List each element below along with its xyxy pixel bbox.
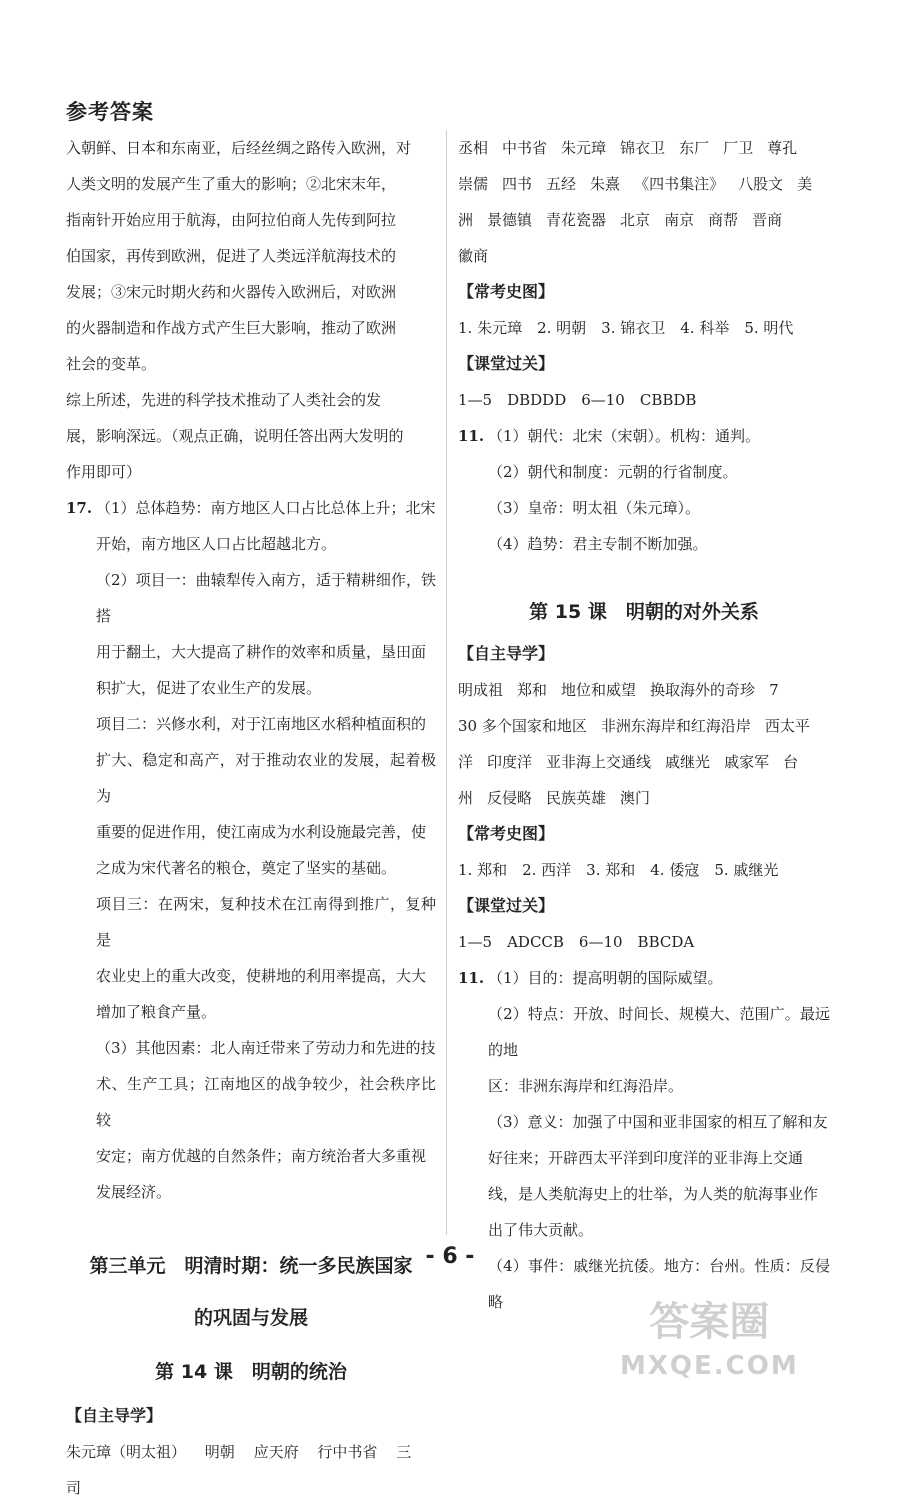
text-line: 发展经济。: [96, 1183, 172, 1201]
text-line: （2）项目一：曲辕犁传入南方，适于精耕细作，铁搭: [96, 571, 436, 625]
keyword-line: [458, 780, 830, 816]
keyword-line: [458, 744, 830, 780]
text-line: 的火器制造和作战方式产生巨大影响，推动了欧洲: [66, 319, 397, 337]
keyword: 北京: [620, 211, 651, 229]
q16-continuation: [66, 130, 436, 490]
text-line: 安定；南方优越的自然条件；南方统治者大多重视: [96, 1147, 427, 1165]
keyword: 东厂: [679, 139, 710, 157]
text-line: 发展；③宋元时期火药和火器传入欧洲后，对欧洲: [66, 283, 397, 301]
keyword: 明朝: [204, 1443, 235, 1461]
keyword: 地位和威望: [561, 681, 637, 699]
keyword: 明成祖: [458, 681, 504, 699]
section-heading-ketang: 【课堂过关】: [458, 896, 555, 915]
keyword: 州: [458, 789, 474, 807]
keyword: 郑和: [517, 681, 548, 699]
keyword-line: [458, 672, 830, 708]
text-line: 线，是人类航海史上的壮举，为人类的航海事业作: [488, 1185, 819, 1203]
section-heading-ketang: 【课堂过关】: [458, 354, 555, 373]
unit-title-continued: 的巩固与发展: [193, 1307, 308, 1329]
keyword: 戚继光: [665, 753, 711, 771]
lesson-14-question-11: [458, 418, 830, 562]
keyword: 换取海外的奇珍: [650, 681, 756, 699]
keyword: 戚家军: [724, 753, 770, 771]
keyword: 景德镇: [487, 211, 533, 229]
section-heading-zizhu: 【自主导学】: [66, 1406, 163, 1425]
keyword: 南京: [664, 211, 695, 229]
section-heading-zizhu: 【自主导学】: [458, 644, 555, 663]
text-line: （1）目的：提高明朝的国际威望。: [488, 969, 723, 987]
keyword: 行中书省: [317, 1443, 378, 1461]
page-number: - 6 -: [425, 1244, 475, 1269]
keyword: 厂卫: [723, 139, 754, 157]
keyword-line: [458, 708, 830, 744]
question-number: 11.: [458, 427, 485, 445]
keyword: 丞相: [458, 139, 489, 157]
text-line: （1）总体趋势：南方地区人口占比总体上升；北宋: [96, 499, 436, 517]
question-17: [66, 490, 436, 1210]
page-header: 参考答案: [66, 100, 154, 124]
keyword: 朱元璋: [561, 139, 607, 157]
text-line: 之成为宋代著名的粮仓，奠定了坚实的基础。: [96, 859, 397, 877]
keyword: 反侵略: [487, 789, 533, 807]
question-body: [96, 490, 436, 1210]
keyword: 美: [797, 175, 813, 193]
keyword: 西太平: [764, 717, 810, 735]
text-line: （3）意义：加强了中国和亚非国家的相互了解和友: [488, 1113, 828, 1131]
keyword: 7: [769, 681, 779, 699]
keyword-line: [458, 202, 830, 238]
text-line: 作用即可）: [66, 463, 142, 481]
watermark-url: MXQE.COM: [620, 1351, 799, 1381]
keyword: 中书省: [502, 139, 548, 157]
keyword: 五经: [546, 175, 577, 193]
keyword: 尊孔: [767, 139, 798, 157]
lesson-14-title: 第 14 课 明朝的统治: [155, 1361, 347, 1383]
keyword: 洲: [458, 211, 474, 229]
text-line: 区：非洲东海岸和红海沿岸。: [488, 1077, 684, 1095]
section-heading-changkao: 【常考史图】: [458, 282, 555, 301]
text-line: 伯国家，再传到欧洲，促进了人类远洋航海技术的: [66, 247, 397, 265]
keyword: 朱元璋（明太祖）: [66, 1443, 187, 1461]
keyword: 徽商: [458, 247, 489, 265]
text-line: 项目二：兴修水利，对于江南地区水稻种植面积的: [96, 715, 427, 733]
changkao-answers-14: 1. 朱元璋 2. 明朝 3. 锦衣卫 4. 科举 5. 明代: [458, 319, 794, 337]
question-number: 17.: [66, 499, 93, 517]
keyword: 30 多个国家和地区: [458, 717, 587, 735]
text-line: （4）趋势：君主专制不断加强。: [488, 535, 708, 553]
question-number: 11.: [458, 969, 485, 987]
text-line: 好往来；开辟西太平洋到印度洋的亚非海上交通: [488, 1149, 804, 1167]
text-line: 用于翻土，大大提高了耕作的效率和质量，垦田面: [96, 643, 427, 661]
mc-answers-14: 1—5 DBDDD 6—10 CBBDB: [458, 391, 697, 409]
text-line: 开始，南方地区人口占比超越北方。: [96, 535, 337, 553]
keyword: 非洲东海岸和红海沿岸: [600, 717, 751, 735]
text-line: （2）朝代和制度：元朝的行省制度。: [488, 463, 738, 481]
text-line: （1）朝代：北宋（宋朝）。机构：通判。: [488, 427, 761, 445]
text-line: 重要的促进作用，使江南成为水利设施最完善，使: [96, 823, 427, 841]
column-divider: [446, 130, 447, 1235]
lesson-15-title: 第 15 课 明朝的对外关系: [529, 601, 759, 623]
keyword-line: [458, 238, 830, 274]
keyword: 四书: [502, 175, 533, 193]
keyword: 朱熹: [590, 175, 621, 193]
keyword: 民族英雄: [546, 789, 607, 807]
keyword: 晋商: [752, 211, 783, 229]
keyword: 台: [783, 753, 799, 771]
changkao-answers-15: 1. 郑和 2. 西洋 3. 郑和 4. 倭寇 5. 戚继光: [458, 861, 779, 879]
text-line: （2）特点：开放、时间长、规模大、范围广。最远的地: [488, 1005, 830, 1059]
text-line: 项目三：在两宋，复种技术在江南得到推广，复种是: [96, 895, 436, 949]
text-line: 综上所述，先进的科学技术推动了人类社会的发: [66, 391, 382, 409]
text-line: 出了伟大贡献。: [488, 1221, 594, 1239]
keyword: 应天府: [253, 1443, 299, 1461]
keyword: 八股文: [738, 175, 784, 193]
text-line: 扩大、稳定和高产，对于推动农业的发展，起着极为: [96, 751, 436, 805]
text-line: 入朝鲜、日本和东南亚，后经丝绸之路传入欧洲，对: [66, 139, 412, 157]
keyword: 印度洋: [487, 753, 533, 771]
left-column: [66, 130, 436, 1506]
text-line: 人类文明的发展产生了重大的影响；②北宋末年，: [66, 175, 397, 193]
text-line: 积扩大，促进了农业生产的发展。: [96, 679, 322, 697]
unit-title: 第三单元 明清时期：统一多民族国家: [89, 1255, 413, 1277]
keyword: 锦衣卫: [620, 139, 666, 157]
mc-answers-15: 1—5 ADCCB 6—10 BBCDA: [458, 933, 695, 951]
keyword: 《四书集注》: [634, 175, 725, 193]
text-line: （4）事件：戚继光抗倭。地方：台州。性质：反侵略: [488, 1257, 830, 1311]
text-line: （3）其他因素：北人南迁带来了劳动力和先进的技: [96, 1039, 436, 1057]
watermark-text: 答案圈: [649, 1299, 770, 1345]
keyword: 洋: [458, 753, 474, 771]
question-body: [488, 418, 830, 562]
text-line: 农业史上的重大改变，使耕地的利用率提高，大大: [96, 967, 427, 985]
keyword: 三司: [66, 1443, 412, 1497]
text-line: （3）皇帝：明太祖（朱元璋）。: [488, 499, 701, 517]
text-line: 术、生产工具；江南地区的战争较少，社会秩序比较: [96, 1075, 436, 1129]
section-heading-changkao: 【常考史图】: [458, 824, 555, 843]
watermark-logo: [620, 1300, 799, 1388]
keyword: 青花瓷器: [546, 211, 607, 229]
keyword: 商帮: [708, 211, 739, 229]
keyword-line: [458, 166, 830, 202]
keyword-line: [66, 1434, 436, 1506]
right-column: [458, 130, 830, 1320]
keyword-line: [458, 130, 830, 166]
text-line: 指南针开始应用于航海，由阿拉伯商人先传到阿拉: [66, 211, 397, 229]
text-line: 社会的变革。: [66, 355, 157, 373]
keyword: 亚非海上交通线: [546, 753, 652, 771]
keyword: 崇儒: [458, 175, 489, 193]
keyword: 澳门: [620, 789, 651, 807]
text-line: 增加了粮食产量。: [96, 1003, 217, 1021]
text-line: 展，影响深远。（观点正确，说明任答出两大发明的: [66, 427, 404, 445]
